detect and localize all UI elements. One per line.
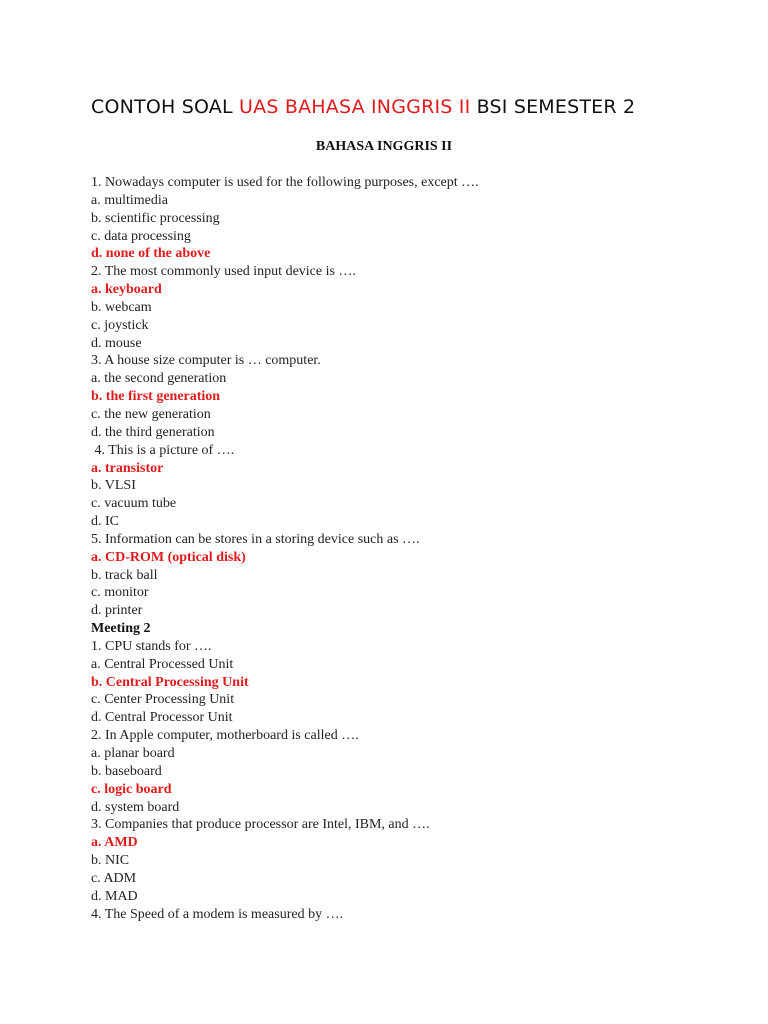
answer-option: b. webcam [91,299,152,315]
title-suffix: BSI SEMESTER 2 [470,96,636,118]
answer-option: b. NIC [91,853,130,869]
question-text: 5. Information can be stores in a storing device such as …. [91,531,420,547]
answer-option: d. the third generation [91,424,215,440]
document-title [91,94,635,120]
question-text: 3. Companies that produce processor are Intel, IBM, and …. [91,817,430,833]
correct-answer-option: a. transistor [91,460,164,476]
correct-answer-option: b. the first generation [91,389,221,405]
answer-option: d. system board [91,799,180,815]
answer-option: a. multimedia [91,192,168,208]
question-list [91,174,711,923]
correct-answer-option: c. logic board [91,781,172,797]
answer-option: c. Center Processing Unit [91,692,235,708]
answer-option: d. MAD [91,888,138,904]
answer-option: b. baseboard [91,763,162,779]
correct-answer-option: a. AMD [91,835,138,851]
question-text: 4. This is a picture of …. [91,442,235,458]
question-text: 1. CPU stands for …. [91,638,212,654]
question-text: 1. Nowadays computer is used for the following purposes, except …. [91,175,479,190]
answer-option: c. ADM [91,870,137,886]
question-text: 3. A house size computer is … computer. [91,353,321,369]
title-prefix: CONTOH SOAL [91,96,240,118]
correct-answer-option: b. Central Processing Unit [91,674,249,690]
section-heading: Meeting 2 [91,621,151,637]
section-subtitle: BAHASA INGGRIS II [315,139,453,154]
answer-option: a. Central Processed Unit [91,656,234,672]
answer-option: c. monitor [91,585,149,601]
question-text: 2. The most commonly used input device is …. [91,264,356,280]
answer-option: b. track ball [91,567,158,583]
correct-answer-option: a. keyboard [91,282,162,298]
correct-answer-option: d. none of the above [91,246,211,262]
answer-option: b. scientific processing [91,210,220,226]
answer-option: b. VLSI [91,478,136,494]
answer-option: c. joystick [91,317,149,333]
correct-answer-option: a. CD-ROM (optical disk) [91,549,246,565]
answer-option: d. IC [91,514,119,530]
answer-option: d. Central Processor Unit [91,710,233,726]
answer-option: c. vacuum tube [91,496,177,512]
question-text: 4. The Speed of a modem is measured by …. [91,906,344,922]
title-accent: UAS BAHASA INGGRIS II [239,96,471,118]
answer-option: c. the new generation [91,406,211,422]
answer-option: d. printer [91,603,143,619]
answer-option: a. the second generation [91,371,227,387]
answer-option: c. data processing [91,228,191,244]
answer-option: d. mouse [91,335,142,351]
answer-option: a. planar board [91,746,175,761]
question-text: 2. In Apple computer, motherboard is called …. [91,728,359,744]
